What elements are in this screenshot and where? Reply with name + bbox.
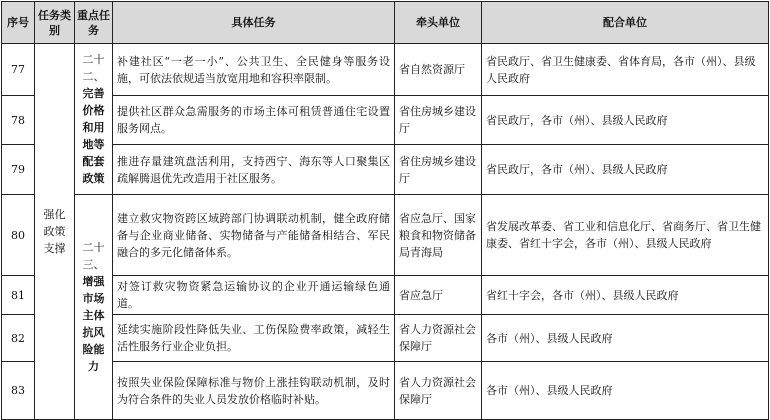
table-row	[2, 362, 769, 420]
row-seq: 79	[2, 145, 35, 195]
key-task-group-23	[75, 195, 113, 420]
key-task-title: 完善价格和用地等配套政策	[82, 87, 105, 185]
row-task: 对签订救灾物资紧急运输协议的企业开通运输绿色通道。	[113, 276, 395, 315]
row-task: 按照失业保险保障标准与物价上涨挂钩联动机制，及时为符合条件的失业人员发放价格临时补贴。	[113, 362, 395, 420]
row-task: 建立救灾物资跨区域跨部门协调联动机制，健全政府储备与企业商业储备、实物储备与产能储备相结合、军民融合的多元化储备体系。	[113, 195, 395, 276]
row-assist-unit: 省民政厅，各市（州）、县级人民政府	[482, 145, 769, 195]
key-task-number: 二十二、	[82, 53, 105, 83]
table-row	[2, 145, 769, 195]
row-task: 推进存量建筑盘活利用，支持西宁、海东等人口聚集区疏解腾退优先改造用于社区服务。	[113, 145, 395, 195]
row-lead-unit: 省人力资源社会保障厅	[395, 315, 482, 362]
header-seq: 序号	[2, 2, 35, 44]
row-seq: 81	[2, 276, 35, 315]
policy-task-table	[1, 1, 769, 420]
row-assist-unit: 省民政厅，各市（州）、县级人民政府	[482, 96, 769, 145]
table-row	[2, 315, 769, 362]
row-assist-unit: 省发展改革委、省工业和信息化厅、省商务厅、省卫生健康委、省红十字会，各市（州）、县级人民政府	[482, 195, 769, 276]
row-task: 提供社区群众急需服务的市场主体可租赁普通住宅设置服务网点。	[113, 96, 395, 145]
table-row	[2, 276, 769, 315]
row-task: 补建社区“一老一小”、公共卫生、全民健身等服务设施，可依法依规适当放宽用地和容积率限制。	[113, 44, 395, 96]
row-seq: 83	[2, 362, 35, 420]
header-row	[2, 2, 769, 44]
category-cell: 强化政策支撑	[35, 44, 75, 420]
row-lead-unit: 省住房城乡建设厅	[395, 145, 482, 195]
header-lead-unit: 牵头单位	[395, 2, 482, 44]
row-seq: 77	[2, 44, 35, 96]
row-lead-unit: 省自然资源厅	[395, 44, 482, 96]
header-assist-unit: 配合单位	[482, 2, 769, 44]
row-assist-unit: 省红十字会，各市（州）、县级人民政府	[482, 276, 769, 315]
key-task-title: 增强市场主体抗风险能力	[82, 275, 105, 373]
key-task-number: 二十三、	[82, 241, 105, 271]
row-lead-unit: 省人力资源社会保障厅	[395, 362, 482, 420]
header-task: 具体任务	[113, 2, 395, 44]
header-category: 任务类别	[35, 2, 75, 44]
row-task: 延续实施阶段性降低失业、工伤保险费率政策，减轻生活性服务行业企业负担。	[113, 315, 395, 362]
row-lead-unit: 省应急厅、国家粮食和物资储备局青海局	[395, 195, 482, 276]
table-row	[2, 96, 769, 145]
row-seq: 82	[2, 315, 35, 362]
row-lead-unit: 省应急厅	[395, 276, 482, 315]
table-row	[2, 195, 769, 276]
row-assist-unit: 省民政厅、省卫生健康委、省体育局，各市（州）、县级人民政府	[482, 44, 769, 96]
table-row	[2, 44, 769, 96]
row-seq: 78	[2, 96, 35, 145]
row-seq: 80	[2, 195, 35, 276]
row-lead-unit: 省住房城乡建设厅	[395, 96, 482, 145]
row-assist-unit: 各市（州）、县级人民政府	[482, 315, 769, 362]
key-task-group-22	[75, 44, 113, 195]
row-assist-unit: 各市（州）、县级人民政府	[482, 362, 769, 420]
header-key-task: 重点任务	[75, 2, 113, 44]
